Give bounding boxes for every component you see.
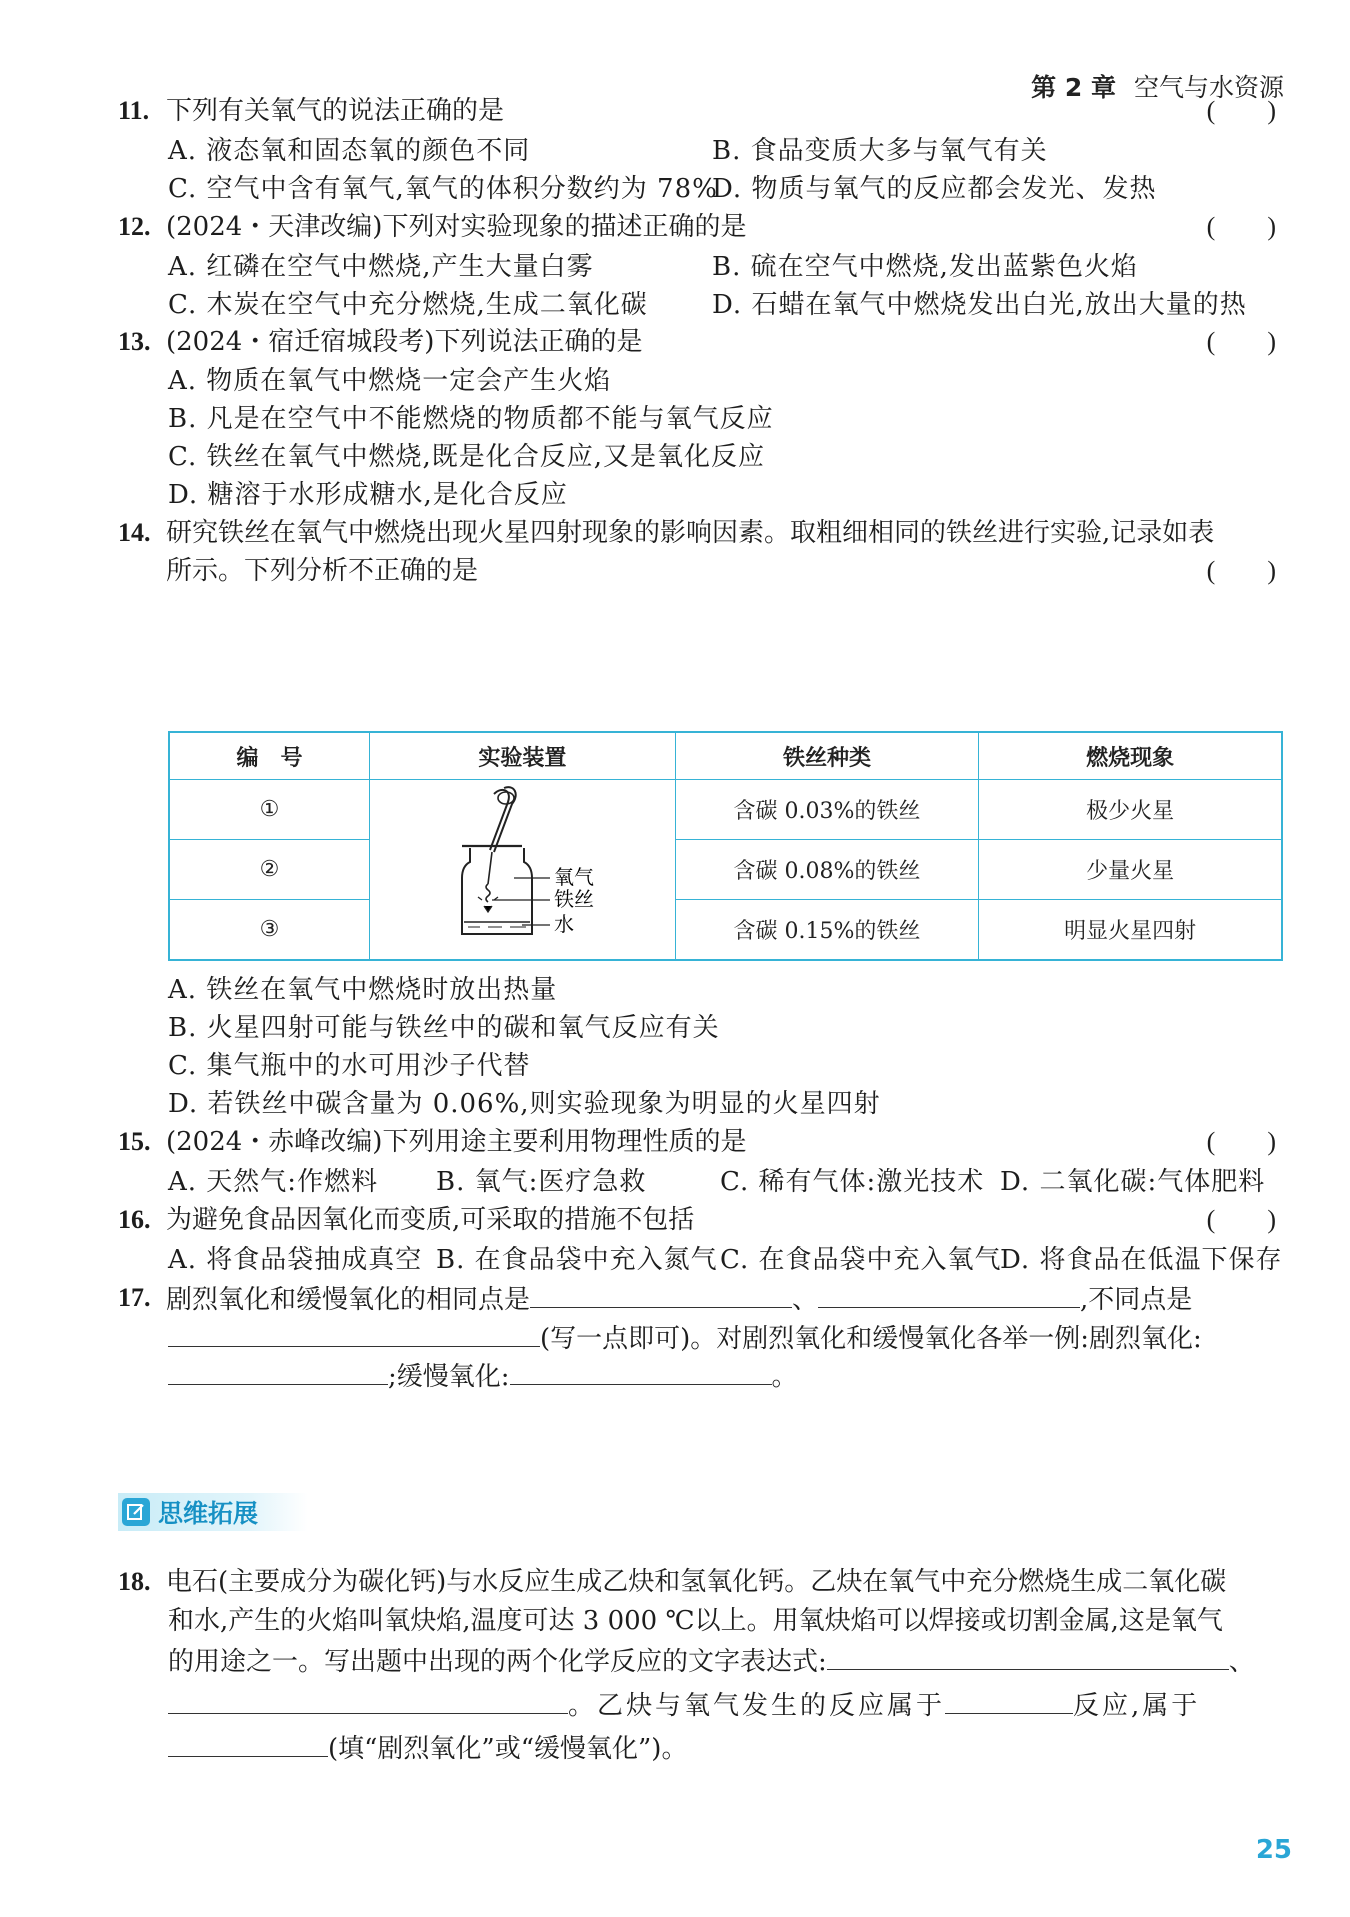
stem-text: ,不同点是 bbox=[1080, 1285, 1193, 1315]
option-b: B. 氧气:医疗急救 bbox=[436, 1167, 647, 1197]
option-a: A. 物质在氧气中燃烧一定会产生火焰 bbox=[168, 366, 612, 396]
answer-blank[interactable] bbox=[818, 1281, 1080, 1308]
question-stem: 为避免食品因氧化而变质,可采取的措施不包括 bbox=[166, 1205, 695, 1235]
option-d: D. 将食品在低温下保存 bbox=[1000, 1245, 1283, 1275]
answer-blank[interactable] bbox=[168, 1687, 568, 1714]
question-18-line-3 bbox=[168, 1643, 1255, 1679]
question-number: 17. bbox=[118, 1283, 151, 1312]
question-number: 11. bbox=[118, 96, 150, 125]
column-header: 编 号 bbox=[169, 732, 370, 780]
stem-text: ;缓慢氧化: bbox=[388, 1362, 510, 1392]
stem-text: 反应,属于 bbox=[1073, 1691, 1201, 1721]
option-d: D. 糖溶于水形成糖水,是化合反应 bbox=[168, 480, 568, 510]
answer-bracket[interactable]: ( ) bbox=[1206, 556, 1276, 585]
chapter-title: 空气与水资源 bbox=[1133, 73, 1284, 102]
answer-blank[interactable] bbox=[168, 1320, 540, 1347]
wire-type-cell: 含碳 0.08%的铁丝 bbox=[675, 840, 979, 900]
wire-type-cell: 含碳 0.03%的铁丝 bbox=[675, 780, 979, 840]
stem-text: 、 bbox=[792, 1285, 819, 1315]
option-d: D. 石蜡在氧气中燃烧发出白光,放出大量的热 bbox=[712, 290, 1247, 320]
phenomenon-cell: 明显火星四射 bbox=[979, 900, 1282, 961]
table-row bbox=[169, 840, 1282, 900]
label-oxygen: 氧气 bbox=[554, 865, 595, 889]
answer-blank[interactable] bbox=[530, 1281, 792, 1308]
question-number: 12. bbox=[118, 212, 151, 241]
experiment-table bbox=[168, 731, 1283, 961]
label-iron-wire: 铁丝 bbox=[554, 887, 595, 911]
option-b: B. 在食品袋中充入氮气 bbox=[436, 1245, 718, 1275]
table-row bbox=[169, 900, 1282, 961]
phenomenon-cell: 极少火星 bbox=[979, 780, 1282, 840]
question-number: 16. bbox=[118, 1205, 151, 1234]
question-17-line-2 bbox=[168, 1320, 1202, 1356]
answer-blank[interactable] bbox=[945, 1687, 1073, 1714]
stem-text: 。 bbox=[771, 1362, 798, 1392]
stem-text: 。乙炔与氧气发生的反应属于 bbox=[568, 1691, 946, 1721]
label-water: 水 bbox=[554, 912, 575, 936]
question-stem: 下列有关氧气的说法正确的是 bbox=[166, 96, 505, 126]
row-id: ① bbox=[169, 780, 370, 840]
column-header: 实验装置 bbox=[370, 732, 676, 780]
page-number: 25 bbox=[1255, 1835, 1292, 1865]
question-18-line-4 bbox=[168, 1687, 1200, 1723]
option-a: A. 红磷在空气中燃烧,产生大量白雾 bbox=[168, 252, 594, 282]
option-c: C. 稀有气体:激光技术 bbox=[720, 1167, 985, 1197]
question-18-line-5 bbox=[168, 1730, 687, 1766]
option-a: A. 天然气:作燃料 bbox=[168, 1167, 379, 1197]
gas-jar-apparatus-figure bbox=[432, 784, 612, 949]
column-header: 燃烧现象 bbox=[979, 732, 1282, 780]
option-a: A. 铁丝在氧气中燃烧时放出热量 bbox=[168, 975, 558, 1005]
question-number: 18. bbox=[118, 1567, 151, 1596]
question-number: 13. bbox=[118, 327, 151, 356]
option-b: B. 凡是在空气中不能燃烧的物质都不能与氧气反应 bbox=[168, 404, 774, 434]
apparatus-cell bbox=[370, 780, 676, 961]
option-d: D. 若铁丝中碳含量为 0.06%,则实验现象为明显的火星四射 bbox=[168, 1089, 881, 1119]
question-stem: 所示。下列分析不正确的是 bbox=[166, 556, 479, 586]
phenomenon-cell: 少量火星 bbox=[979, 840, 1282, 900]
answer-blank[interactable] bbox=[510, 1358, 772, 1385]
answer-bracket[interactable]: ( ) bbox=[1206, 212, 1276, 241]
question-stem bbox=[166, 1281, 1284, 1317]
wire-type-cell: 含碳 0.15%的铁丝 bbox=[675, 900, 979, 961]
answer-blank[interactable] bbox=[827, 1643, 1229, 1670]
answer-bracket[interactable]: ( ) bbox=[1206, 1205, 1276, 1234]
section-title: 思维拓展 bbox=[158, 1499, 259, 1528]
option-c: C. 集气瓶中的水可用沙子代替 bbox=[168, 1051, 531, 1081]
question-stem: (2024・宿迁宿城段考)下列说法正确的是 bbox=[166, 327, 643, 357]
pencil-note-icon bbox=[122, 1498, 150, 1526]
answer-bracket[interactable]: ( ) bbox=[1206, 1127, 1276, 1156]
stem-text: 、 bbox=[1228, 1647, 1255, 1677]
question-18-line-2: 和水,产生的火焰叫氧炔焰,温度可达 3 000 ℃以上。用氧炔焰可以焊接或切割金属,这是氧气 bbox=[168, 1606, 1223, 1636]
question-stem: (2024・天津改编)下列对实验现象的描述正确的是 bbox=[166, 212, 747, 242]
answer-bracket[interactable]: ( ) bbox=[1206, 96, 1276, 125]
column-header: 铁丝种类 bbox=[675, 732, 979, 780]
stem-text: 剧烈氧化和缓慢氧化的相同点是 bbox=[166, 1285, 531, 1315]
table-row bbox=[169, 780, 1282, 840]
row-id: ② bbox=[169, 840, 370, 900]
option-d: D. 二氧化碳:气体肥料 bbox=[1000, 1167, 1266, 1197]
option-d: D. 物质与氧气的反应都会发光、发热 bbox=[712, 174, 1157, 204]
option-a: A. 液态氧和固态氧的颜色不同 bbox=[168, 136, 531, 166]
question-stem: 研究铁丝在氧气中燃烧出现火星四射现象的影响因素。取粗细相同的铁丝进行实验,记录如表 bbox=[166, 518, 1215, 548]
question-stem: 电石(主要成分为碳化钙)与水反应生成乙炔和氢氧化钙。乙炔在氧气中充分燃烧生成二氧化碳 bbox=[166, 1567, 1227, 1597]
question-17-line-3 bbox=[168, 1358, 798, 1394]
option-c: C. 木炭在空气中充分燃烧,生成二氧化碳 bbox=[168, 290, 648, 320]
option-b: B. 硫在空气中燃烧,发出蓝紫色火焰 bbox=[712, 252, 1138, 282]
option-b: B. 食品变质大多与氧气有关 bbox=[712, 136, 1048, 166]
chapter-number: 第 2 章 bbox=[1031, 73, 1116, 102]
option-c: C. 空气中含有氧气,氧气的体积分数约为 78% bbox=[168, 174, 718, 204]
question-stem: (2024・赤峰改编)下列用途主要利用物理性质的是 bbox=[166, 1127, 747, 1157]
option-b: B. 火星四射可能与铁丝中的碳和氧气反应有关 bbox=[168, 1013, 720, 1043]
option-c: C. 铁丝在氧气中燃烧,既是化合反应,又是氧化反应 bbox=[168, 442, 766, 472]
stem-text: (写一点即可)。对剧烈氧化和缓慢氧化各举一例:剧烈氧化: bbox=[540, 1324, 1202, 1354]
option-c: C. 在食品袋中充入氧气 bbox=[720, 1245, 1002, 1275]
stem-text: 的用途之一。写出题中出现的两个化学反应的文字表达式: bbox=[168, 1647, 827, 1677]
option-a: A. 将食品袋抽成真空 bbox=[168, 1245, 423, 1275]
answer-bracket[interactable]: ( ) bbox=[1206, 327, 1276, 356]
answer-blank[interactable] bbox=[168, 1730, 328, 1757]
stem-text: (填“剧烈氧化”或“缓慢氧化”)。 bbox=[328, 1734, 688, 1764]
question-number: 14. bbox=[118, 518, 151, 547]
answer-blank[interactable] bbox=[168, 1358, 388, 1385]
section-heading bbox=[118, 1493, 308, 1531]
table-header-row bbox=[169, 732, 1282, 780]
question-number: 15. bbox=[118, 1127, 151, 1156]
row-id: ③ bbox=[169, 900, 370, 961]
